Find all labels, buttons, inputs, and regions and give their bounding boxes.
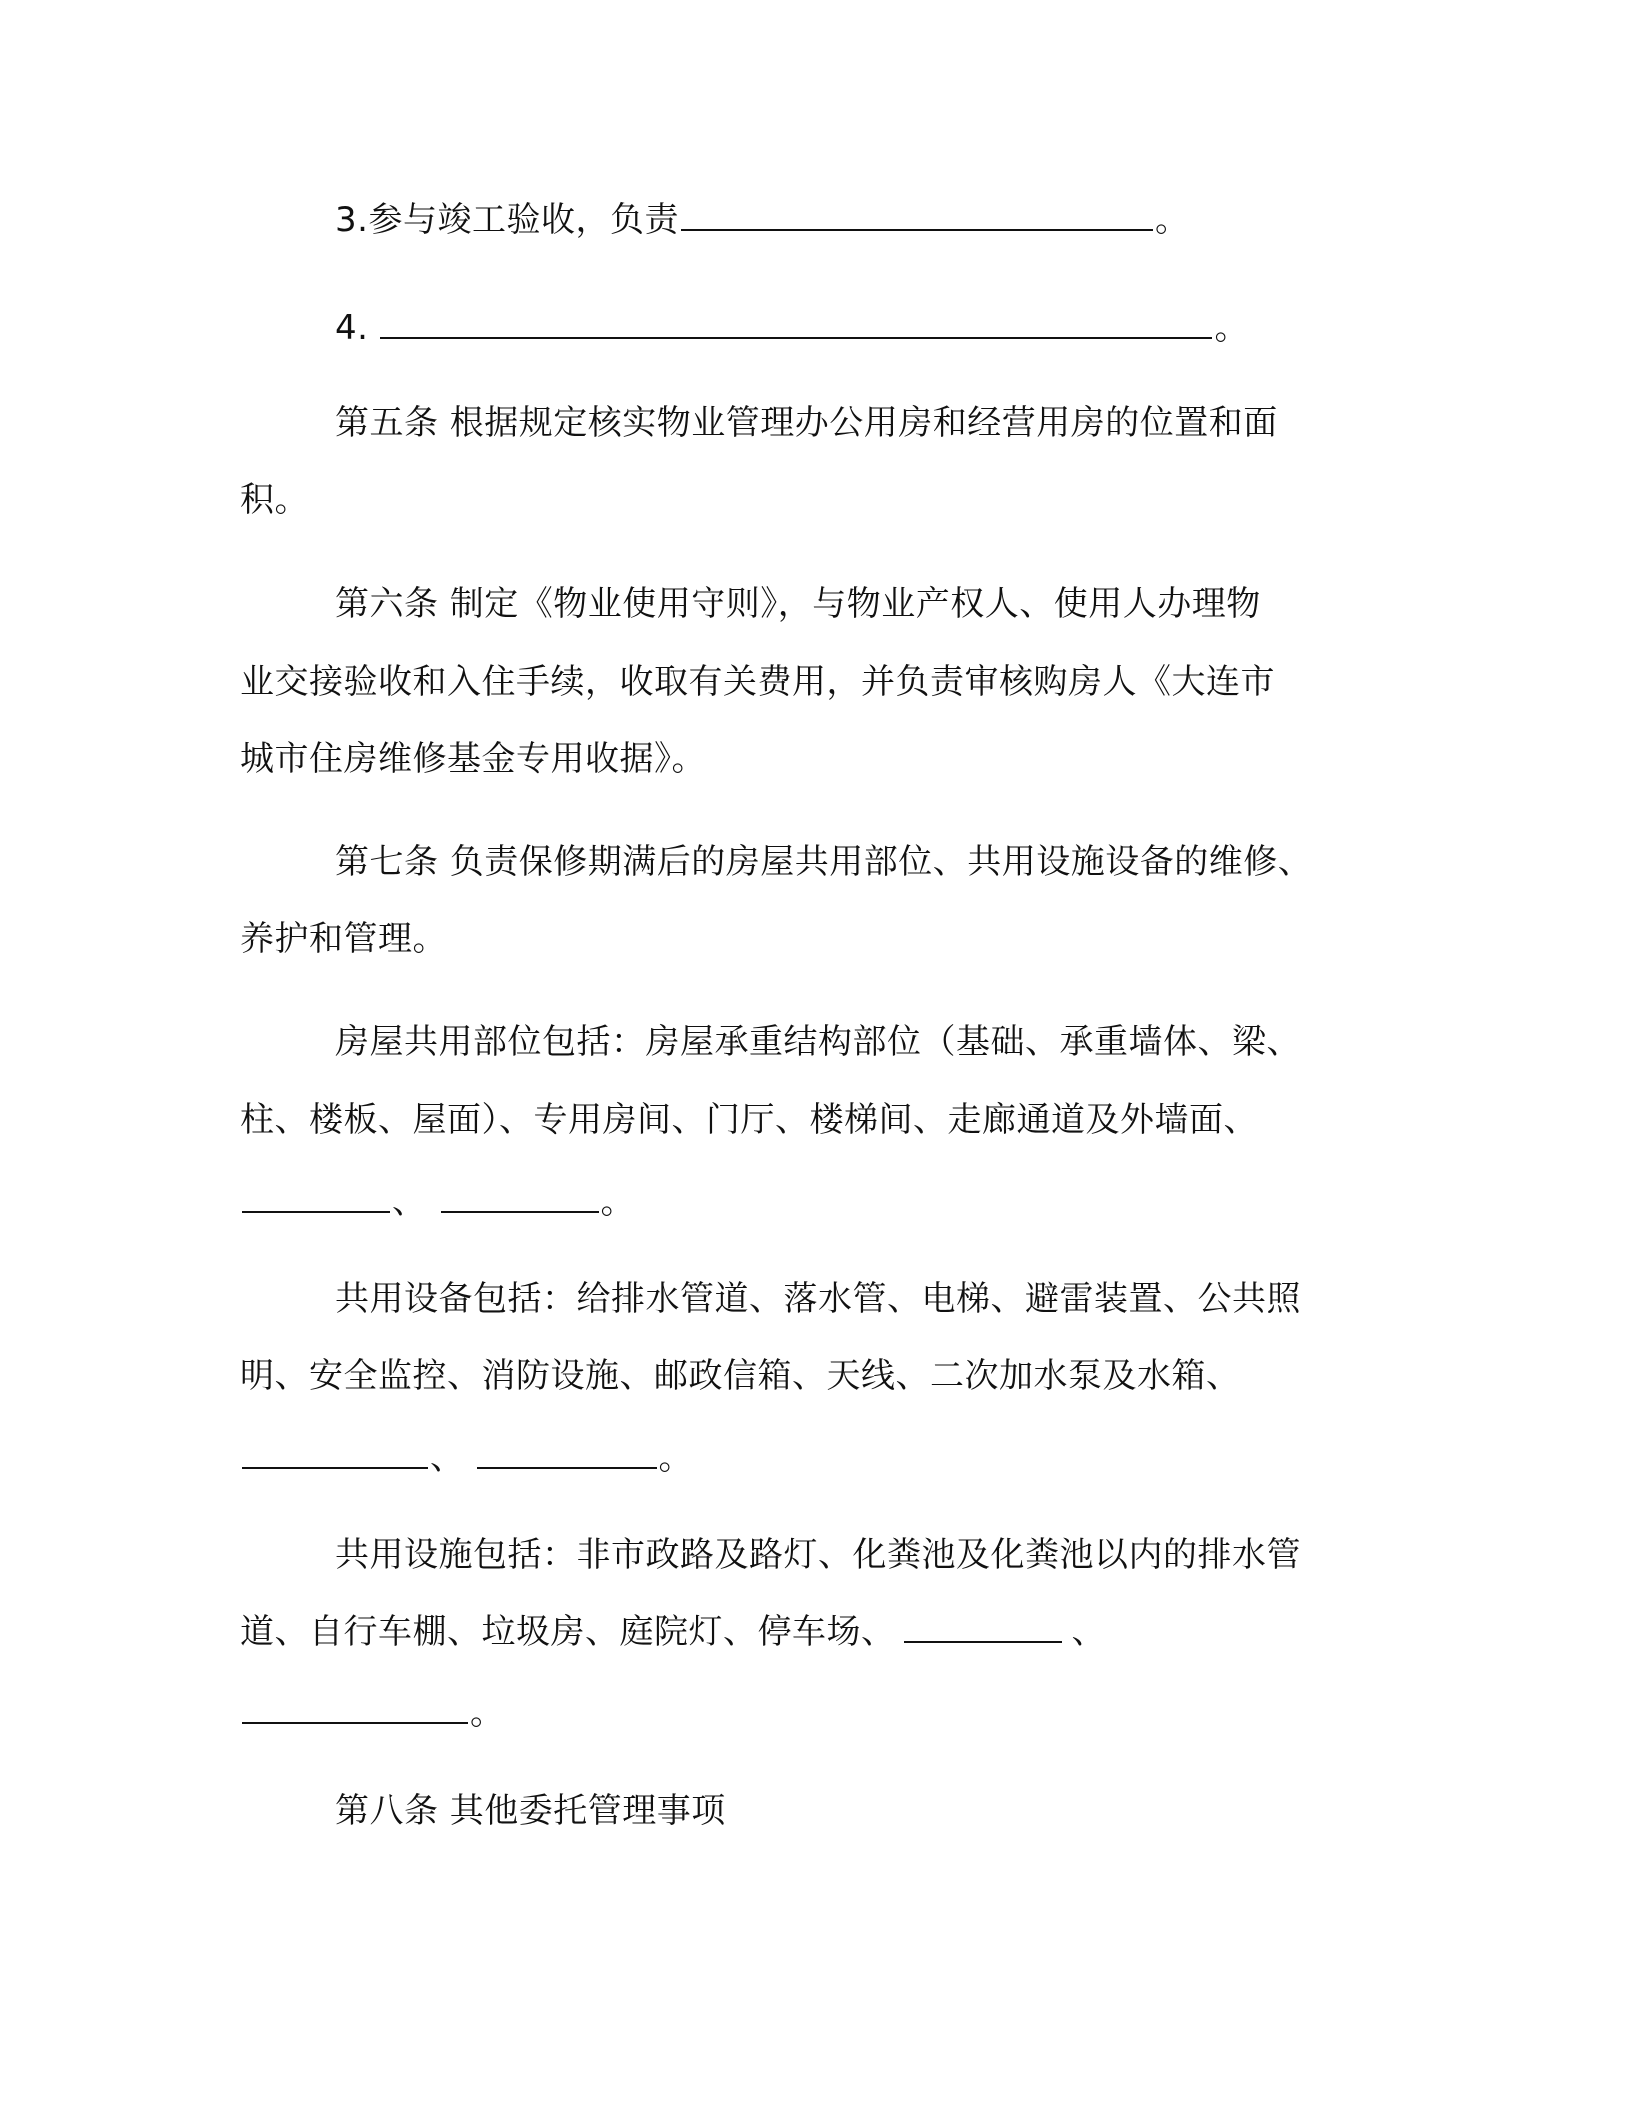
fill-in-blank: [242, 1696, 468, 1724]
item-4-line: [335, 306, 1249, 350]
shared-parts-line-1: 房屋共用部位包括：房屋承重结构部位（基础、承重墙体、梁、: [335, 1022, 1301, 1062]
fill-in-blank: [380, 311, 1212, 339]
fill-in-blank: [681, 203, 1153, 231]
article-8-line-1: 第八条 其他委托管理事项: [335, 1791, 726, 1831]
shared-equipment-end: 。: [658, 1438, 693, 1478]
item-3-end: 。: [1154, 200, 1190, 240]
item-3-text: 3.参与竣工验收，负责: [335, 200, 679, 240]
fill-in-blank: [242, 1441, 428, 1469]
shared-facilities-line-2: [240, 1610, 1106, 1654]
article-7-line-1: 第七条 负责保修期满后的房屋共用部位、共用设施设备的维修、: [335, 842, 1313, 882]
article-6-line-3: 城市住房维修基金专用收据》。: [240, 739, 706, 779]
fill-in-blank: [242, 1185, 390, 1213]
shared-facilities-end: 。: [470, 1693, 505, 1733]
article-6-line-1: 第六条 制定《物业使用守则》，与物业产权人、使用人办理物: [335, 584, 1261, 624]
item-4-end: 。: [1214, 308, 1249, 348]
shared-facilities-line-1: 共用设施包括：非市政路及路灯、化粪池及化粪池以内的排水管: [335, 1535, 1301, 1575]
fill-in-blank: [441, 1185, 599, 1213]
article-6-line-2: 业交接验收和入住手续，收取有关费用，并负责审核购房人《大连市: [240, 662, 1275, 702]
shared-parts-line-3: [240, 1180, 635, 1224]
shared-parts-line-2: 柱、楼板、屋面）、专用房间、门厅、楼梯间、走廊通道及外墙面、: [240, 1100, 1258, 1140]
fill-in-blank: [477, 1441, 657, 1469]
item-4-text: 4.: [335, 308, 369, 348]
shared-equipment-line-1: 共用设备包括：给排水管道、落水管、电梯、避雷装置、公共照: [335, 1279, 1301, 1319]
shared-parts-sep: 、: [392, 1182, 427, 1222]
item-3-line: [335, 198, 1189, 242]
shared-facilities-line-3: [240, 1691, 505, 1735]
fill-in-blank: [904, 1615, 1062, 1643]
shared-parts-end: 。: [600, 1182, 635, 1222]
article-5-line-2: 积。: [240, 480, 309, 520]
article-7-line-2: 养护和管理。: [240, 919, 447, 959]
shared-equipment-sep: 、: [430, 1438, 465, 1478]
shared-facilities-line-2-end: 、: [1071, 1612, 1106, 1652]
article-5-line-1: 第五条 根据规定核实物业管理办公用房和经营用房的位置和面: [335, 403, 1278, 443]
shared-equipment-line-2: 明、安全监控、消防设施、邮政信箱、天线、二次加水泵及水箱、: [240, 1356, 1241, 1396]
shared-equipment-line-3: [240, 1436, 693, 1480]
shared-facilities-line-2-text: 道、自行车棚、垃圾房、庭院灯、停车场、: [240, 1612, 896, 1652]
